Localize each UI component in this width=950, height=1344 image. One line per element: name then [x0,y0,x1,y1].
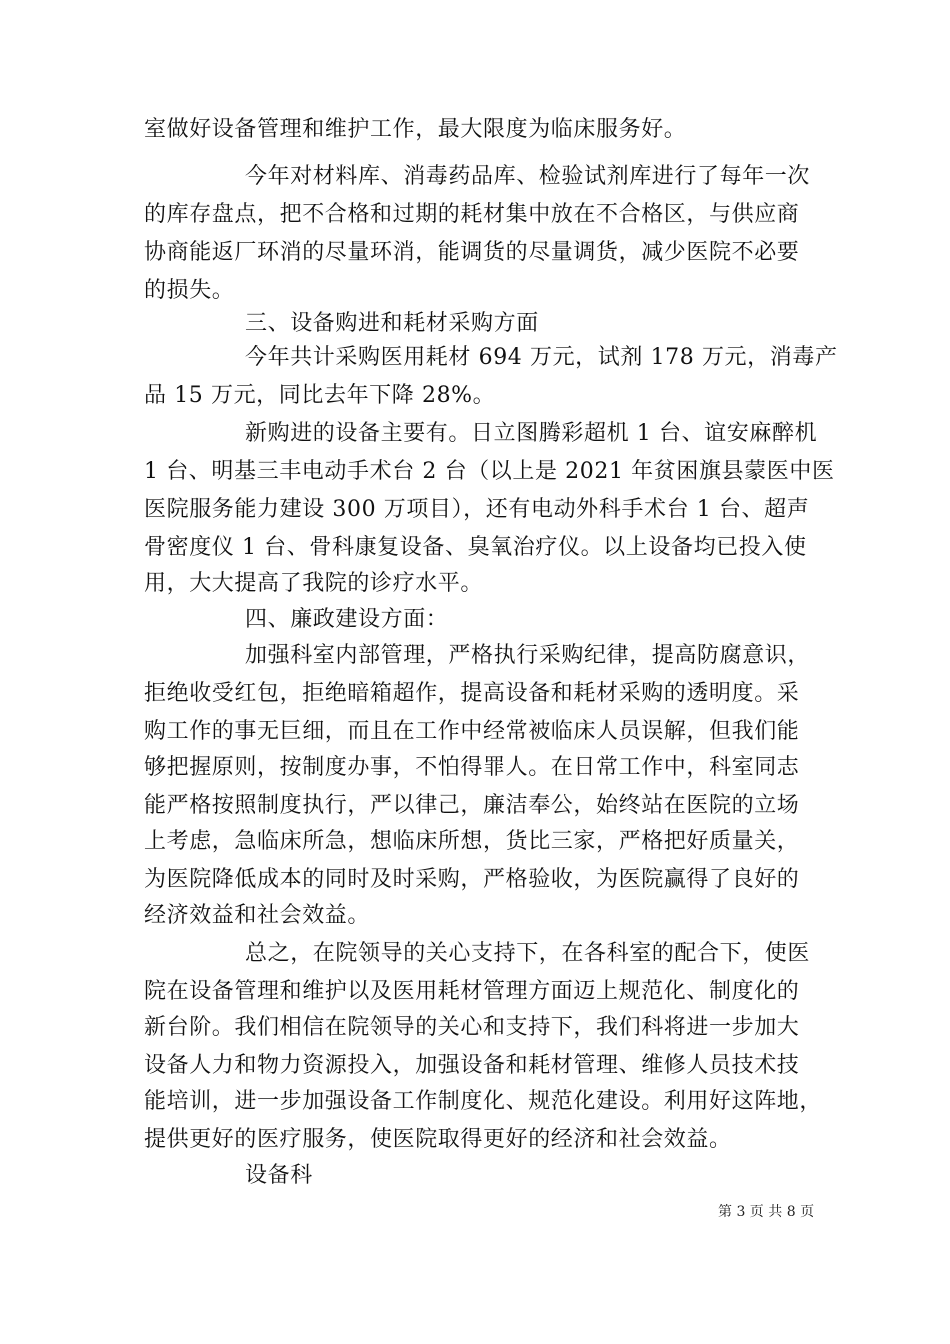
text-line: 今年共计采购医用耗材 694 万元，试剂 178 万元，消毒产 [245,345,838,370]
text-line: 拒绝收受红包，拒绝暗箱超作，提高设备和耗材采购的透明度。采 [144,681,800,706]
text-line: 医院服务能力建设 300 万项目），还有电动外科手术台 1 台、超声 [144,497,810,522]
text-line: 骨密度仪 1 台、骨科康复设备、臭氧治疗仪。以上设备均已投入使 [144,535,807,560]
text-line: 经济效益和社会效益。 [144,903,371,928]
text-line: 上考虑，急临床所急，想临床所想，货比三家，严格把好质量关， [144,829,800,854]
text-line: 品 15 万元，同比去年下降 28%。 [144,383,496,408]
text-line: 能培训，进一步加强设备工作制度化、规范化建设。利用好这阵地， [144,1089,823,1114]
text-line: 协商能返厂环消的尽量环消，能调货的尽量调货，减少医院不必要 [144,240,800,265]
text-line: 够把握原则，按制度办事，不怕得罪人。在日常工作中，科室同志 [144,755,800,780]
text-line: 提供更好的医疗服务，使医院取得更好的经济和社会效益。 [144,1127,732,1152]
page-number-footer: 第 3 页 共 8 页 [718,1204,815,1220]
signature-department: 设备科 [245,1163,313,1188]
text-line: 1 台、明基三丰电动手术台 2 台（以上是 2021 年贫困旗县蒙医中医 [144,459,835,484]
text-line: 用，大大提高了我院的诊疗水平。 [144,571,484,596]
text-line: 加强科室内部管理，严格执行采购纪律，提高防腐意识， [245,643,811,668]
section-heading: 三、设备购进和耗材采购方面 [245,311,539,336]
text-line: 新购进的设备主要有。日立图腾彩超机 1 台、谊安麻醉机 [245,421,818,446]
text-line: 今年对材料库、消毒药品库、检验试剂库进行了每年一次 [245,164,811,189]
text-line: 能严格按照制度执行，严以律己，廉洁奉公，始终站在医院的立场 [144,793,800,818]
text-line: 设备人力和物力资源投入，加强设备和耗材管理、维修人员技术技 [144,1053,800,1078]
text-line: 的损失。 [144,278,235,303]
text-line: 总之，在院领导的关心支持下，在各科室的配合下，使医 [245,941,811,966]
text-line: 为医院降低成本的同时及时采购，严格验收，为医院赢得了良好的 [144,867,800,892]
text-line: 的库存盘点，把不合格和过期的耗材集中放在不合格区，与供应商 [144,202,800,227]
text-line: 新台阶。我们相信在院领导的关心和支持下，我们科将进一步加大 [144,1015,800,1040]
section-heading: 四、廉政建设方面： [245,607,449,632]
text-line: 室做好设备管理和维护工作，最大限度为临床服务好。 [144,117,687,142]
text-line: 院在设备管理和维护以及医用耗材管理方面迈上规范化、制度化的 [144,979,800,1004]
text-line: 购工作的事无巨细，而且在工作中经常被临床人员误解，但我们能 [144,719,800,744]
